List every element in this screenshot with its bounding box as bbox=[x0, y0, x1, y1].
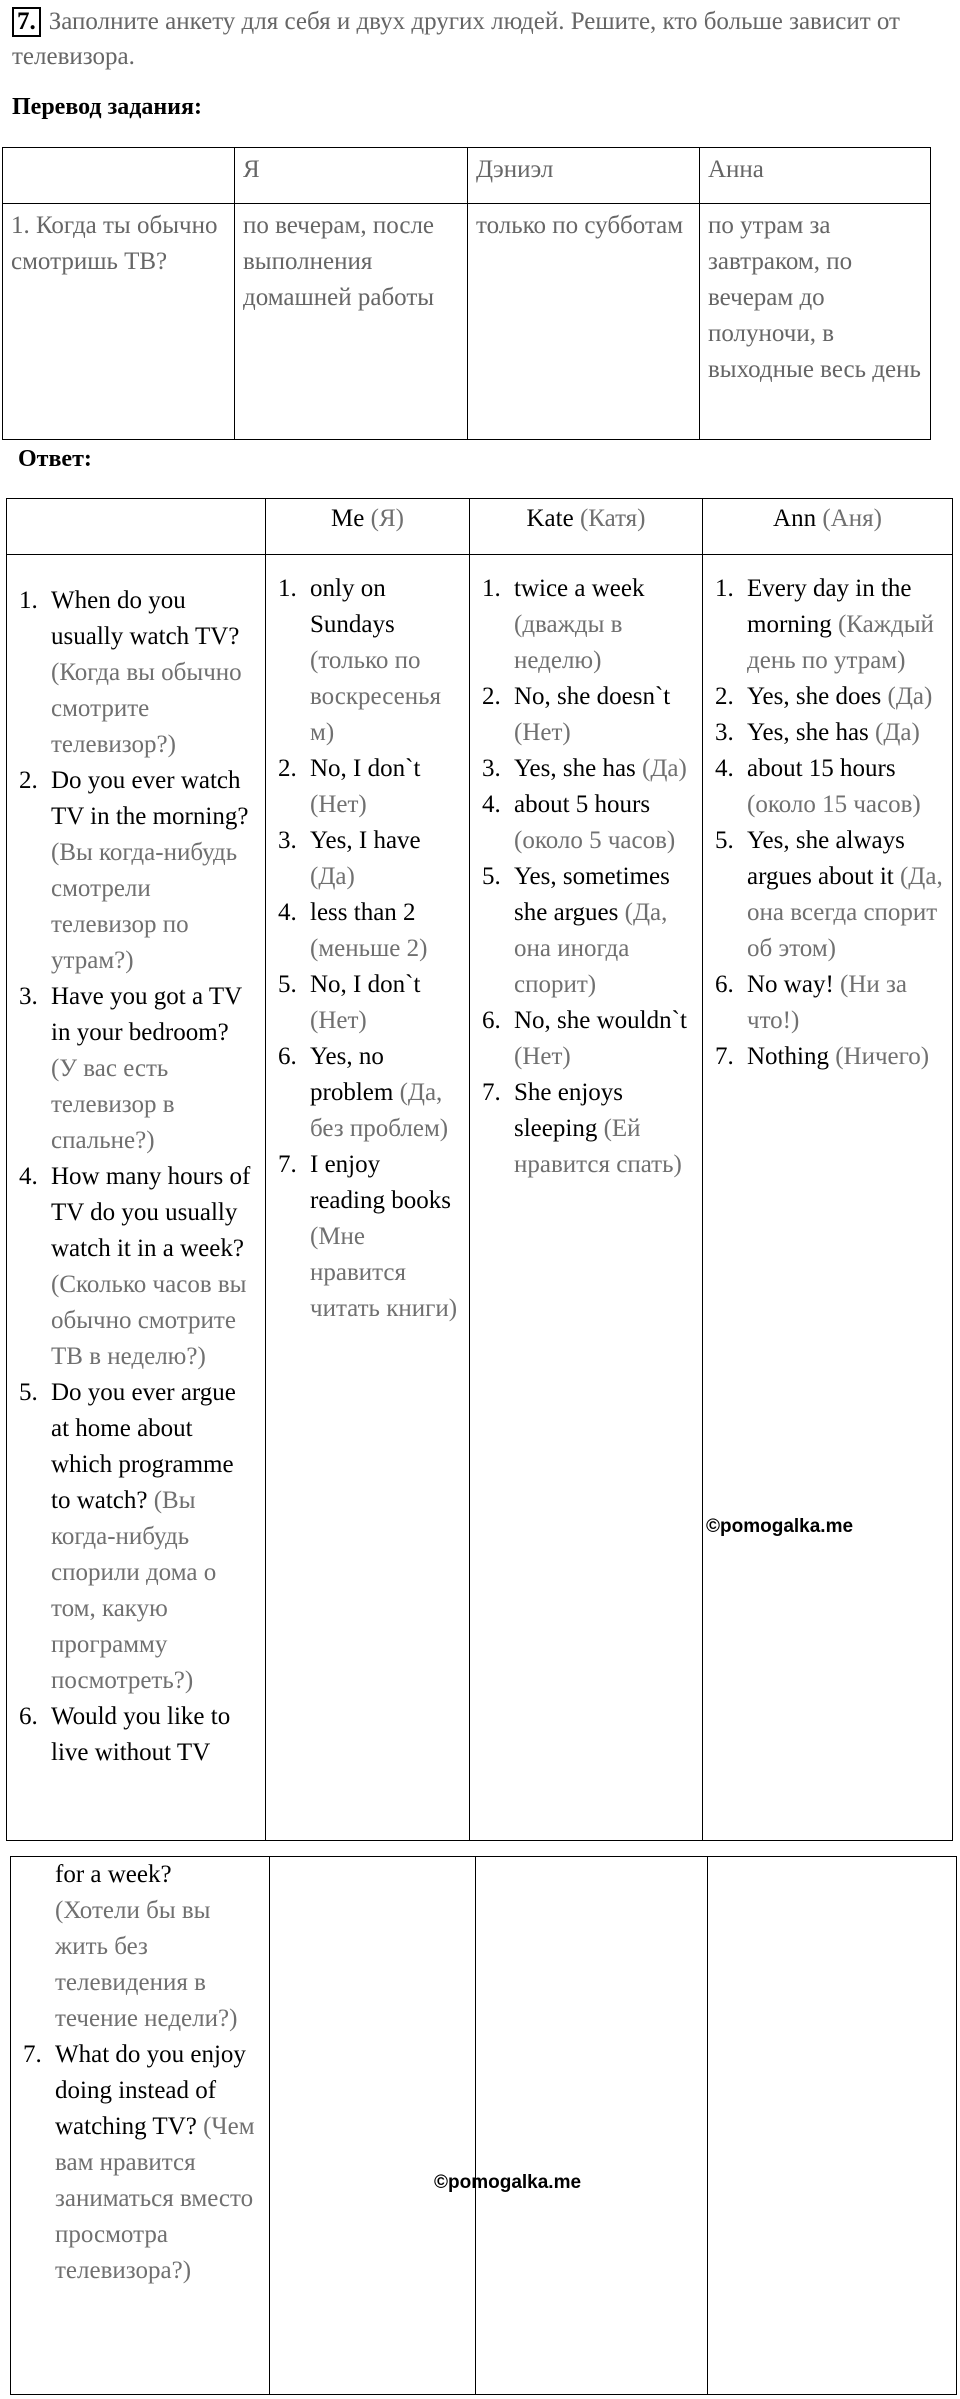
list-item bbox=[703, 571, 944, 679]
item-translation: (Когда вы обычно смотрите телевизор?) bbox=[51, 659, 242, 758]
item-translation: (У вас есть телевизор в спальне?) bbox=[51, 1055, 175, 1154]
item-translation: (Да, без проблем) bbox=[310, 1079, 449, 1142]
item-english: Every day in the morning bbox=[747, 575, 912, 638]
item-number: 2. bbox=[19, 767, 38, 794]
item-translation: (Ничего) bbox=[835, 1043, 930, 1070]
header-label: Kate bbox=[526, 505, 574, 532]
questions-list-continued bbox=[11, 1857, 261, 2289]
list-item bbox=[7, 583, 257, 763]
item-english: Would you like to live without TV bbox=[51, 1703, 231, 1766]
translation-header-row bbox=[3, 148, 931, 204]
item-english: only on Sundays bbox=[310, 575, 395, 638]
list-item bbox=[266, 967, 461, 1039]
item-english: No, she doesn`t bbox=[514, 683, 671, 710]
kate-cell bbox=[470, 555, 703, 1841]
item-number: 1. bbox=[278, 575, 297, 602]
header-kate bbox=[470, 499, 703, 555]
item-number: 4. bbox=[278, 899, 297, 926]
list-item bbox=[470, 571, 694, 679]
translation-cell: только по субботам bbox=[468, 204, 700, 440]
list-item bbox=[703, 1039, 944, 1075]
me-cell bbox=[266, 555, 470, 1841]
questions-list bbox=[7, 583, 257, 1771]
translation-table bbox=[2, 147, 931, 440]
task-text: Заполните анкету для себя и двух других людей. Решите, кто больше зависит от телевизора. bbox=[12, 8, 900, 70]
item-english: No way! bbox=[747, 971, 834, 998]
item-english: I enjoy reading books bbox=[310, 1151, 451, 1214]
list-item bbox=[703, 751, 944, 823]
translation-cell: по утрам за завтраком, по вечерам до полуночи, в выходные весь день bbox=[700, 204, 931, 440]
item-english: Yes, sometimes she argues bbox=[514, 863, 670, 926]
list-item bbox=[11, 2037, 261, 2289]
me-answers-list bbox=[266, 571, 461, 1327]
item-english: twice a week bbox=[514, 575, 645, 602]
item-translation: (около 15 часов) bbox=[747, 791, 921, 818]
item-number: 6. bbox=[278, 1043, 297, 1070]
item-english: Yes, she has bbox=[747, 719, 869, 746]
list-item bbox=[7, 979, 257, 1159]
item-number: 7. bbox=[482, 1079, 501, 1106]
list-item bbox=[470, 751, 694, 787]
item-english: How many hours of TV do you usually watch it in a week? bbox=[51, 1163, 251, 1262]
list-item bbox=[7, 1699, 257, 1771]
translation-header-cell: Дэниэл bbox=[468, 148, 700, 204]
header-label: Ann bbox=[773, 505, 817, 532]
item-number: 4. bbox=[715, 755, 734, 782]
list-item bbox=[7, 1159, 257, 1375]
header-me bbox=[266, 499, 470, 555]
item-english: When do you usually watch TV? bbox=[51, 587, 240, 650]
item-english: Yes, she has bbox=[514, 755, 636, 782]
translation-header-cell bbox=[3, 148, 235, 204]
item-translation: (Да) bbox=[887, 683, 933, 710]
item-translation: (только по воскресенья м) bbox=[310, 647, 441, 746]
translation-header-cell: Анна bbox=[700, 148, 931, 204]
list-item bbox=[470, 787, 694, 859]
translation-cell: 1. Когда ты обычно смотришь ТВ? bbox=[3, 204, 235, 440]
item-number: 2. bbox=[482, 683, 501, 710]
item-english: Do you ever argue at home about which programme to watch? bbox=[51, 1379, 236, 1514]
item-number: 6. bbox=[19, 1703, 38, 1730]
item-translation: (меньше 2) bbox=[310, 935, 428, 962]
item-english: about 5 hours bbox=[514, 791, 651, 818]
item-english: She enjoys sleeping bbox=[514, 1079, 624, 1142]
item-number: 3. bbox=[482, 755, 501, 782]
item-number: 3. bbox=[278, 827, 297, 854]
list-item bbox=[7, 763, 257, 979]
list-item bbox=[7, 1375, 257, 1699]
item-translation: (Хотели бы вы жить без телевидения в течение недели?) bbox=[55, 1897, 238, 2032]
item-number: 6. bbox=[715, 971, 734, 998]
item-number: 4. bbox=[482, 791, 501, 818]
list-item bbox=[266, 823, 461, 895]
item-number: 2. bbox=[278, 755, 297, 782]
answer-row bbox=[7, 555, 953, 1841]
item-translation: (Нет) bbox=[514, 1043, 571, 1070]
item-translation: (Чем вам нравится заниматься вместо просмотра телевизора?) bbox=[55, 2113, 255, 2284]
item-translation: (Да) bbox=[310, 863, 355, 890]
item-english: Do you ever watch TV in the morning? bbox=[51, 767, 249, 830]
item-english: No, I don`t bbox=[310, 971, 421, 998]
header-translation: (Катя) bbox=[579, 505, 646, 532]
list-item bbox=[266, 895, 461, 967]
item-number: 3. bbox=[19, 983, 38, 1010]
list-item bbox=[470, 1003, 694, 1075]
me-cell-continued bbox=[270, 1857, 476, 2395]
item-translation: (Мне нравится читать книги) bbox=[310, 1223, 458, 1322]
list-item bbox=[703, 823, 944, 967]
watermark-2: ©pomogalka.me bbox=[434, 2172, 582, 2193]
item-number: 3. bbox=[715, 719, 734, 746]
answer-table bbox=[6, 498, 953, 1841]
list-item bbox=[266, 571, 461, 751]
item-english: for a week? bbox=[55, 1861, 172, 1888]
item-number: 7. bbox=[715, 1043, 734, 1070]
translation-cell: по вечерам, после выполнения домашней работы bbox=[235, 204, 468, 440]
item-english: Yes, no problem bbox=[310, 1043, 394, 1106]
questions-cell bbox=[7, 555, 266, 1841]
list-item bbox=[266, 1147, 461, 1327]
item-number: 7. bbox=[23, 2041, 42, 2068]
list-item bbox=[470, 1075, 694, 1183]
item-english: Yes, she always argues about it bbox=[747, 827, 905, 890]
item-number: 1. bbox=[482, 575, 501, 602]
list-item bbox=[266, 1039, 461, 1147]
list-item bbox=[703, 679, 944, 715]
item-translation: (Сколько часов вы обычно смотрите ТВ в неделю?) bbox=[51, 1271, 247, 1370]
item-translation: (Да, она иногда спорит) bbox=[514, 899, 668, 998]
kate-answers-list bbox=[470, 571, 694, 1183]
answer-table-continued bbox=[10, 1856, 957, 2395]
item-translation: (Да) bbox=[642, 755, 687, 782]
answer-row-continued bbox=[11, 1857, 957, 2395]
translation-row bbox=[3, 204, 931, 440]
item-number: 7. bbox=[278, 1151, 297, 1178]
item-number: 5. bbox=[482, 863, 501, 890]
item-translation: (Да) bbox=[875, 719, 920, 746]
item-english: Have you got a TV in your bedroom? bbox=[51, 983, 242, 1046]
item-translation: (Ни за что!) bbox=[747, 971, 908, 1034]
list-item bbox=[266, 751, 461, 823]
answer-header-row bbox=[7, 499, 953, 555]
item-english: What do you enjoy doing instead of watching TV? bbox=[55, 2041, 246, 2140]
answer-heading: Ответ: bbox=[18, 446, 92, 472]
task-statement bbox=[12, 4, 912, 74]
header-translation: (Аня) bbox=[822, 505, 882, 532]
ann-cell bbox=[703, 555, 953, 1841]
item-number: 5. bbox=[715, 827, 734, 854]
item-translation: (Нет) bbox=[310, 791, 367, 818]
item-english: Nothing bbox=[747, 1043, 829, 1070]
item-translation: (Нет) bbox=[310, 1007, 367, 1034]
item-number: 4. bbox=[19, 1163, 38, 1190]
ann-answers-list bbox=[703, 571, 944, 1075]
questions-cell-continued bbox=[11, 1857, 270, 2395]
item-english: No, she wouldn`t bbox=[514, 1007, 687, 1034]
translation-header-cell: Я bbox=[235, 148, 468, 204]
item-translation: (Вы когда-нибудь спорили дома о том, какую программу посмотреть?) bbox=[51, 1487, 217, 1694]
item-english: less than 2 bbox=[310, 899, 416, 926]
item-number: 1. bbox=[715, 575, 734, 602]
task-number: 7. bbox=[12, 7, 41, 37]
item-translation: (Да, она всегда спорит об этом) bbox=[747, 863, 943, 962]
item-translation: (дважды в неделю) bbox=[514, 611, 623, 674]
item-number: 2. bbox=[715, 683, 734, 710]
item-translation: (Каждый день по утрам) bbox=[747, 611, 934, 674]
ann-cell-continued bbox=[708, 1857, 957, 2395]
translation-heading: Перевод задания: bbox=[12, 94, 202, 120]
item-english: No, I don`t bbox=[310, 755, 421, 782]
item-translation: (Вы когда-нибудь смотрели телевизор по утрам?) bbox=[51, 839, 238, 974]
item-number: 6. bbox=[482, 1007, 501, 1034]
item-number: 5. bbox=[278, 971, 297, 998]
item-translation: (Нет) bbox=[514, 719, 571, 746]
list-item bbox=[470, 679, 694, 751]
header-ann bbox=[703, 499, 953, 555]
list-item bbox=[703, 715, 944, 751]
item-translation: (Ей нравится спать) bbox=[514, 1115, 682, 1178]
item-english: Yes, she does bbox=[747, 683, 882, 710]
header-label: Me bbox=[331, 505, 365, 532]
item-english: about 15 hours bbox=[747, 755, 896, 782]
header-translation: (Я) bbox=[370, 505, 404, 532]
item-english: Yes, I have bbox=[310, 827, 421, 854]
list-item bbox=[470, 859, 694, 1003]
item-number: 1. bbox=[19, 587, 38, 614]
answer-header-empty bbox=[7, 499, 266, 555]
item-number: 5. bbox=[19, 1379, 38, 1406]
list-item bbox=[703, 967, 944, 1039]
watermark: ©pomogalka.me bbox=[706, 1516, 854, 1537]
kate-cell-continued bbox=[476, 1857, 708, 2395]
item-translation: (около 5 часов) bbox=[514, 827, 676, 854]
list-item bbox=[11, 1857, 261, 2037]
